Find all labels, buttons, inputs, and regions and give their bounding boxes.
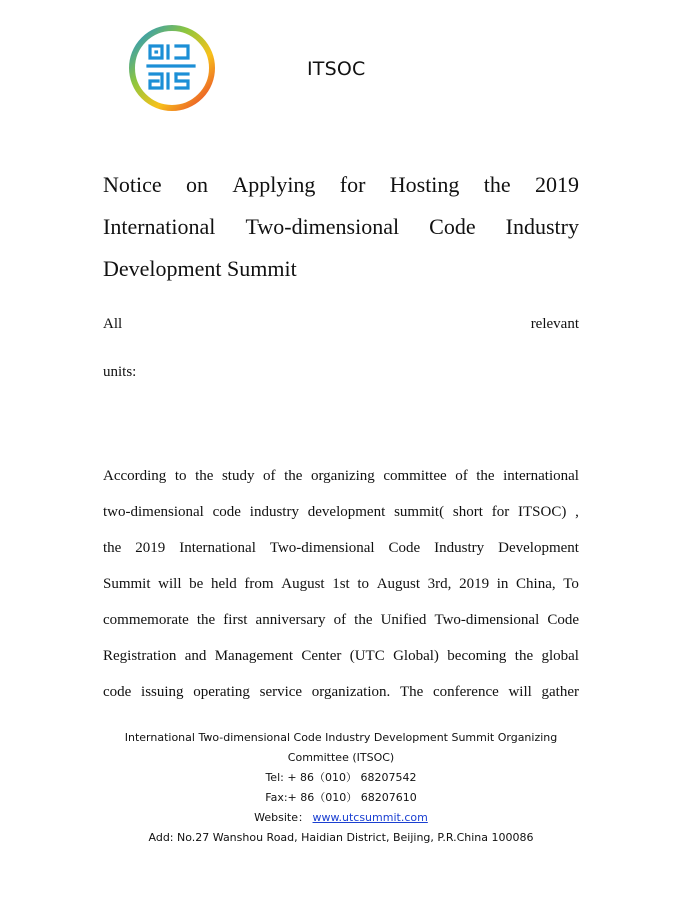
title-word: 2019: [534, 172, 579, 197]
body-paragraph: [103, 458, 579, 710]
body-word: organization.: [311, 684, 391, 700]
title-line: [103, 206, 579, 248]
body-word: 2019: [135, 540, 166, 556]
itsoc-logo: [128, 24, 216, 112]
body-word: operating: [193, 684, 250, 700]
body-word: in: [496, 576, 509, 592]
salutation: [103, 316, 579, 380]
footer-fax: Fax:+ 86（010） 68207610: [265, 791, 417, 804]
body-word: the: [514, 648, 534, 664]
body-line: [103, 494, 579, 530]
body-word: service: [259, 684, 303, 700]
website-link[interactable]: www.utcsummit.com: [312, 811, 428, 824]
body-word: August: [281, 576, 325, 592]
body-word: commemorate: [103, 612, 189, 628]
body-word: two-dimensional: [103, 504, 204, 520]
body-word: International: [179, 540, 256, 556]
body-word: the: [476, 468, 495, 484]
body-word: for: [491, 504, 510, 520]
body-word: the: [195, 468, 214, 484]
title-word: Notice: [103, 172, 162, 197]
body-word: Registration: [103, 648, 177, 664]
body-word: code: [212, 504, 241, 520]
body-word: to: [357, 576, 370, 592]
body-line: [103, 602, 579, 638]
title-word: Development Summit: [103, 256, 297, 281]
body-word: held: [210, 576, 237, 592]
body-word: ITSOC): [518, 504, 567, 520]
body-word: issuing: [141, 684, 184, 700]
title-word: for: [339, 172, 366, 197]
body-word: Development: [498, 540, 579, 556]
website-label: Website：: [254, 811, 310, 824]
org-name: ITSOC: [307, 58, 366, 80]
body-word: code: [103, 684, 132, 700]
footer-tel: Tel: + 86（010） 68207542: [265, 771, 417, 784]
salutation-word: relevant: [530, 316, 579, 332]
body-word: short: [452, 504, 483, 520]
body-word: organizing: [310, 468, 375, 484]
body-word: Summit: [103, 576, 151, 592]
title-word: Two-dimensional: [245, 214, 400, 239]
body-word: According: [103, 468, 167, 484]
body-word: (UTC: [349, 648, 385, 664]
body-word: the: [354, 612, 373, 628]
title-word: International: [103, 214, 216, 239]
body-word: Code: [547, 612, 579, 628]
body-word: from: [244, 576, 274, 592]
body-word: gather: [541, 684, 579, 700]
body-word: the: [196, 612, 216, 628]
body-word: of: [333, 612, 347, 628]
body-word: development: [307, 504, 386, 520]
body-word: be: [189, 576, 204, 592]
body-word: 1st: [332, 576, 350, 592]
body-word: study: [221, 468, 255, 484]
title-line: [103, 248, 579, 290]
body-word: Code: [388, 540, 421, 556]
footer-website: [0, 808, 682, 828]
body-word: industry: [249, 504, 299, 520]
body-word: becoming: [447, 648, 507, 664]
body-word: first: [223, 612, 248, 628]
body-word: the: [284, 468, 303, 484]
body-word: to: [174, 468, 187, 484]
title-word: the: [483, 172, 511, 197]
title-word: Industry: [505, 214, 579, 239]
body-word: Two-dimensional: [434, 612, 540, 628]
title-word: Applying: [232, 172, 316, 197]
body-line: [103, 674, 579, 710]
body-line: [103, 566, 579, 602]
body-word: The: [399, 684, 424, 700]
body-word: Industry: [434, 540, 485, 556]
title-line: [103, 164, 579, 206]
body-word: the: [103, 540, 122, 556]
title-word: Hosting: [389, 172, 460, 197]
body-word: Management: [214, 648, 294, 664]
footer-org-line: Committee (ITSOC): [287, 751, 395, 764]
body-word: conference: [432, 684, 499, 700]
body-word: Center: [301, 648, 342, 664]
body-word: China,: [516, 576, 556, 592]
salutation-word: units:: [103, 364, 137, 380]
footer-org-line: International Two-dimensional Code Industry Development Summit Organizing: [124, 731, 558, 744]
footer-address: Add: No.27 Wanshou Road, Haidian District, Beijing, P.R.China 100086: [148, 831, 534, 844]
body-word: August: [376, 576, 421, 592]
body-word: 3rd,: [427, 576, 452, 592]
body-word: international: [503, 468, 579, 484]
body-word: Two-dimensional: [269, 540, 375, 556]
body-word: ,: [575, 504, 579, 520]
salutation-word: All: [103, 316, 123, 332]
title-word: Code: [429, 214, 476, 239]
body-word: global: [541, 648, 579, 664]
body-word: committee: [383, 468, 447, 484]
page-title: [103, 164, 579, 290]
body-word: 2019: [459, 576, 490, 592]
body-line: [103, 530, 579, 566]
body-word: and: [184, 648, 207, 664]
body-word: will: [508, 684, 532, 700]
contact-footer: [0, 728, 682, 848]
title-word: on: [185, 172, 208, 197]
body-line: [103, 458, 579, 494]
body-word: of: [455, 468, 468, 484]
body-word: will: [158, 576, 182, 592]
body-word: summit(: [394, 504, 445, 520]
body-word: Global): [393, 648, 439, 664]
body-word: To: [563, 576, 579, 592]
body-word: Unified: [380, 612, 427, 628]
body-word: of: [263, 468, 276, 484]
body-word: anniversary: [255, 612, 326, 628]
body-line: [103, 638, 579, 674]
